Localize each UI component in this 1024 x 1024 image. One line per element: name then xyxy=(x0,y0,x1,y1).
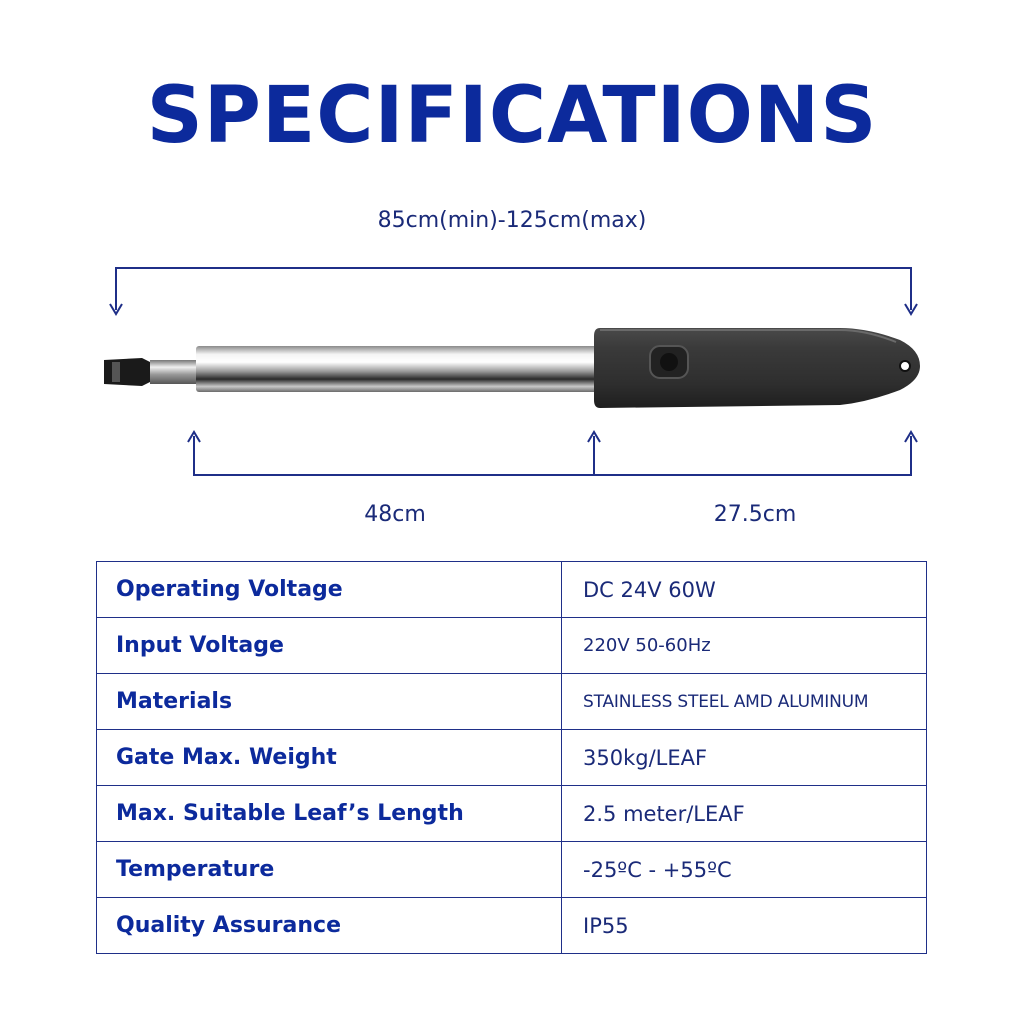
actuator-image xyxy=(104,328,920,408)
spec-value: IP55 xyxy=(562,898,927,954)
rod-length-label: 48cm xyxy=(364,502,426,527)
spec-value: 220V 50-60Hz xyxy=(562,618,927,674)
spec-label: Quality Assurance xyxy=(97,898,562,954)
spec-value: -25ºC - +55ºC xyxy=(562,842,927,898)
table-row xyxy=(97,786,927,842)
table-row xyxy=(97,730,927,786)
table-row xyxy=(97,618,927,674)
spec-label: Gate Max. Weight xyxy=(97,730,562,786)
spec-label: Operating Voltage xyxy=(97,562,562,618)
page-title: SPECIFICATIONS xyxy=(146,71,878,161)
rod-dimension-bracket xyxy=(194,436,911,475)
table-row xyxy=(97,898,927,954)
spec-value: 350kg/LEAF xyxy=(562,730,927,786)
overall-length-label: 85cm(min)-125cm(max) xyxy=(377,208,647,233)
overall-dimension-bracket xyxy=(116,268,911,310)
spec-value: 2.5 meter/LEAF xyxy=(562,786,927,842)
table-row xyxy=(97,562,927,618)
table-row xyxy=(97,674,927,730)
spec-value: DC 24V 60W xyxy=(562,562,927,618)
spec-value: STAINLESS STEEL AMD ALUMINUM xyxy=(562,674,927,730)
motor-length-label: 27.5cm xyxy=(713,502,797,527)
spec-label: Input Voltage xyxy=(97,618,562,674)
specifications-table xyxy=(96,561,927,954)
table-row xyxy=(97,842,927,898)
spec-label: Temperature xyxy=(97,842,562,898)
spec-label: Materials xyxy=(97,674,562,730)
spec-label: Max. Suitable Leaf’s Length xyxy=(97,786,562,842)
